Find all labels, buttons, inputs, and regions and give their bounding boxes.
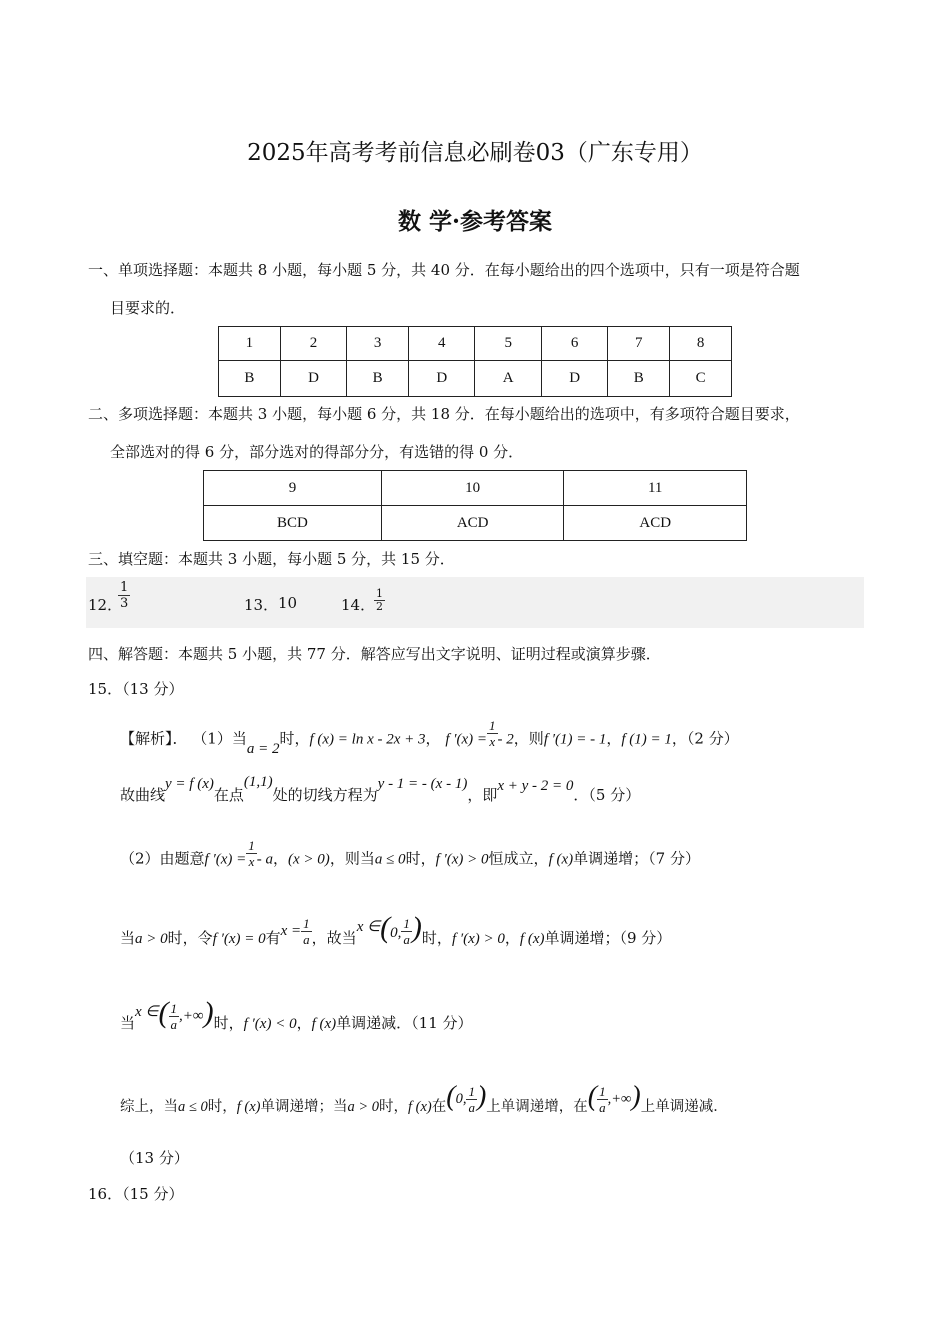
math: ,+∞ bbox=[607, 1091, 632, 1107]
section2-intro-line1: 二、多项选择题：本题共 3 小题，每小题 6 分，共 18 分．在每小题给出的选项中，有多项符合题目要求， bbox=[88, 405, 800, 423]
text: 综上，当 bbox=[120, 1099, 178, 1115]
math: f ′(x) = bbox=[445, 731, 488, 748]
numerator: 1 bbox=[403, 915, 410, 931]
q15-header: 15．（13 分） bbox=[88, 680, 184, 698]
math: a > 0 bbox=[347, 1099, 380, 1115]
text: 有 bbox=[265, 929, 281, 947]
text: 时， bbox=[379, 1099, 409, 1115]
analysis-label: 【解析】． bbox=[120, 729, 188, 748]
right-paren: ) bbox=[203, 996, 214, 1029]
text: 当 bbox=[120, 929, 136, 947]
table-cell: 3 bbox=[347, 327, 409, 361]
math: (1,1) bbox=[243, 774, 273, 790]
text: 单调递增；当 bbox=[260, 1099, 348, 1115]
table-cell: C bbox=[670, 361, 732, 397]
table-cell: 10 bbox=[381, 471, 564, 506]
table-cell: D bbox=[409, 361, 475, 397]
denominator: 3 bbox=[120, 596, 129, 611]
table-cell: ACD bbox=[381, 506, 564, 541]
section4-intro: 四、解答题：本题共 5 小题，共 77 分．解答应写出文字说明、证明过程或演算步骤． bbox=[88, 645, 661, 663]
text: 单调递减．（11 分） bbox=[336, 1014, 473, 1032]
math: f (1) = 1 bbox=[621, 731, 672, 748]
section1-intro-line1: 一、单项选择题：本题共 8 小题，每小题 5 分，共 40 分．在每小题给出的四个选项中，只有一项是符合题 bbox=[88, 261, 800, 279]
q12-answer bbox=[118, 580, 130, 611]
table-cell: B bbox=[347, 361, 409, 397]
math: f (x) bbox=[548, 851, 574, 868]
section1-intro-line2: 目要求的． bbox=[110, 299, 186, 317]
text: 时， bbox=[421, 929, 452, 947]
table-cell: 9 bbox=[204, 471, 382, 506]
math: f ′(1) = - 1 bbox=[543, 731, 607, 748]
fill-answer-band bbox=[86, 577, 864, 628]
q16-header: 16．（15 分） bbox=[88, 1185, 184, 1203]
math: f ′(x) > 0 bbox=[435, 851, 489, 868]
page-subtitle: 数 学·参考答案 bbox=[397, 208, 552, 235]
fraction bbox=[301, 916, 312, 947]
math: f (x) bbox=[408, 1099, 432, 1115]
denominator: a bbox=[303, 931, 310, 947]
text: ， bbox=[273, 849, 289, 868]
left-paren: ( bbox=[587, 1081, 598, 1112]
denominator: x bbox=[248, 854, 255, 869]
table-cell: 4 bbox=[409, 327, 475, 361]
text: ， bbox=[425, 729, 441, 748]
score: ．（5 分） bbox=[573, 786, 641, 804]
q14-answer bbox=[374, 588, 385, 613]
fraction bbox=[597, 1084, 608, 1115]
fraction bbox=[246, 838, 257, 869]
text: ，则当 bbox=[329, 849, 375, 868]
math: 0, bbox=[455, 1091, 467, 1107]
solution-line-7: （13 分） bbox=[120, 1149, 189, 1167]
math: y - 1 = - (x - 1) bbox=[377, 776, 468, 792]
numerator: 1 bbox=[248, 838, 255, 853]
text: ，即 bbox=[467, 786, 498, 804]
math: a ≤ 0 bbox=[374, 851, 406, 868]
text: 在 bbox=[431, 1099, 447, 1115]
math: f ′(x) > 0 bbox=[451, 931, 505, 947]
text: ， bbox=[606, 729, 622, 748]
text: （1）当 bbox=[192, 729, 247, 748]
fraction bbox=[401, 916, 412, 947]
math: f ′(x) = bbox=[204, 851, 247, 868]
math: x ∈ bbox=[135, 1004, 159, 1020]
table-cell: 2 bbox=[280, 327, 346, 361]
text: 上单调递减． bbox=[640, 1099, 728, 1115]
numerator: 1 bbox=[170, 1000, 177, 1016]
denominator: a bbox=[403, 931, 410, 947]
text: 当 bbox=[120, 1014, 136, 1032]
denominator: a bbox=[468, 1099, 475, 1115]
math: f (x) bbox=[236, 1099, 261, 1115]
table-cell: ACD bbox=[564, 506, 747, 541]
left-paren: ( bbox=[158, 996, 169, 1029]
table-cell: D bbox=[541, 361, 607, 397]
denominator: x bbox=[489, 734, 496, 749]
fraction bbox=[487, 718, 498, 749]
right-paren: ) bbox=[631, 1081, 641, 1112]
table-cell: 6 bbox=[541, 327, 607, 361]
text: ，故当 bbox=[311, 929, 357, 947]
text: 单调递增；（9 分） bbox=[544, 929, 672, 947]
denominator: a bbox=[599, 1099, 606, 1115]
math: a ≤ 0 bbox=[178, 1099, 208, 1115]
denominator: 2 bbox=[376, 600, 383, 613]
math: f ′(x) < 0 bbox=[243, 1016, 297, 1032]
solution-line-2 bbox=[120, 774, 641, 805]
solution-line-1 bbox=[120, 718, 739, 757]
q12-label: 12． bbox=[88, 596, 123, 614]
fraction bbox=[169, 1001, 180, 1032]
text: 时， bbox=[207, 1099, 237, 1115]
math: (x > 0) bbox=[288, 851, 330, 868]
text: ， bbox=[296, 1014, 312, 1032]
text: 在点 bbox=[213, 786, 244, 804]
page-title: 2025年高考考前信息必刷卷03（广东专用） bbox=[247, 140, 703, 166]
text: 恒成立， bbox=[488, 849, 549, 868]
text: （2）由题意 bbox=[120, 849, 205, 868]
math: a > 0 bbox=[135, 931, 168, 947]
q13-answer: 10 bbox=[278, 594, 298, 612]
text: 故曲线 bbox=[120, 786, 166, 804]
math: - a bbox=[256, 851, 274, 868]
section2-answer-table bbox=[203, 470, 747, 541]
left-paren: ( bbox=[380, 911, 391, 944]
solution-line-4 bbox=[120, 911, 672, 955]
solution-line-6 bbox=[120, 1081, 728, 1123]
math: y = f (x) bbox=[165, 776, 214, 792]
section3-intro: 三、填空题：本题共 3 小题，每小题 5 分，共 15 分． bbox=[88, 550, 455, 568]
math: x ∈ bbox=[356, 919, 381, 935]
text: 处的切线方程为 bbox=[272, 786, 378, 804]
math: f (x) bbox=[519, 931, 545, 947]
table-cell: D bbox=[280, 361, 346, 397]
numerator: 1 bbox=[120, 580, 129, 595]
text: 单调递增；（7 分） bbox=[573, 849, 700, 868]
math: f (x) = ln x - 2x + 3 bbox=[309, 731, 426, 748]
numerator: 1 bbox=[303, 915, 310, 931]
text: ，则 bbox=[513, 729, 544, 748]
table-cell: 5 bbox=[475, 327, 541, 361]
numerator: 1 bbox=[468, 1083, 475, 1099]
math: - 2 bbox=[497, 731, 514, 748]
right-paren: ) bbox=[411, 911, 422, 944]
left-paren: ( bbox=[446, 1081, 456, 1112]
q13-label: 13． bbox=[244, 596, 279, 614]
text: ， bbox=[504, 929, 520, 947]
section1-answer-table bbox=[218, 326, 732, 397]
table-cell: B bbox=[219, 361, 281, 397]
text: 时， bbox=[213, 1014, 244, 1032]
text: 上单调递增，在 bbox=[486, 1099, 588, 1115]
math: ,+∞ bbox=[179, 1008, 204, 1024]
q14-label: 14． bbox=[341, 596, 376, 614]
text: 时，令 bbox=[167, 929, 213, 947]
table-cell: B bbox=[608, 361, 670, 397]
table-cell: BCD bbox=[204, 506, 382, 541]
text: 时， bbox=[279, 729, 310, 748]
table-cell: 11 bbox=[564, 471, 747, 506]
solution-line-3 bbox=[120, 838, 700, 875]
math: a = 2 bbox=[246, 740, 280, 757]
math: 0, bbox=[390, 925, 402, 941]
table-cell: 7 bbox=[608, 327, 670, 361]
section2-intro-line2: 全部选对的得 6 分，部分选对的得部分分，有选错的得 0 分． bbox=[110, 443, 524, 461]
table-cell: 1 bbox=[219, 327, 281, 361]
table-cell: 8 bbox=[670, 327, 732, 361]
math: f (x) bbox=[311, 1016, 337, 1032]
fraction bbox=[466, 1084, 477, 1115]
numerator: 1 bbox=[489, 718, 496, 733]
numerator: 1 bbox=[599, 1083, 606, 1099]
solution-line-5 bbox=[120, 996, 473, 1040]
table-cell: A bbox=[475, 361, 541, 397]
numerator: 1 bbox=[376, 587, 383, 600]
math: x = bbox=[280, 923, 302, 939]
denominator: a bbox=[170, 1016, 177, 1032]
math: x + y - 2 = 0 bbox=[497, 778, 574, 794]
score: ，（2 分） bbox=[671, 729, 739, 748]
math: f ′(x) = 0 bbox=[212, 931, 266, 947]
text: 时， bbox=[405, 849, 436, 868]
right-paren: ) bbox=[476, 1081, 487, 1112]
